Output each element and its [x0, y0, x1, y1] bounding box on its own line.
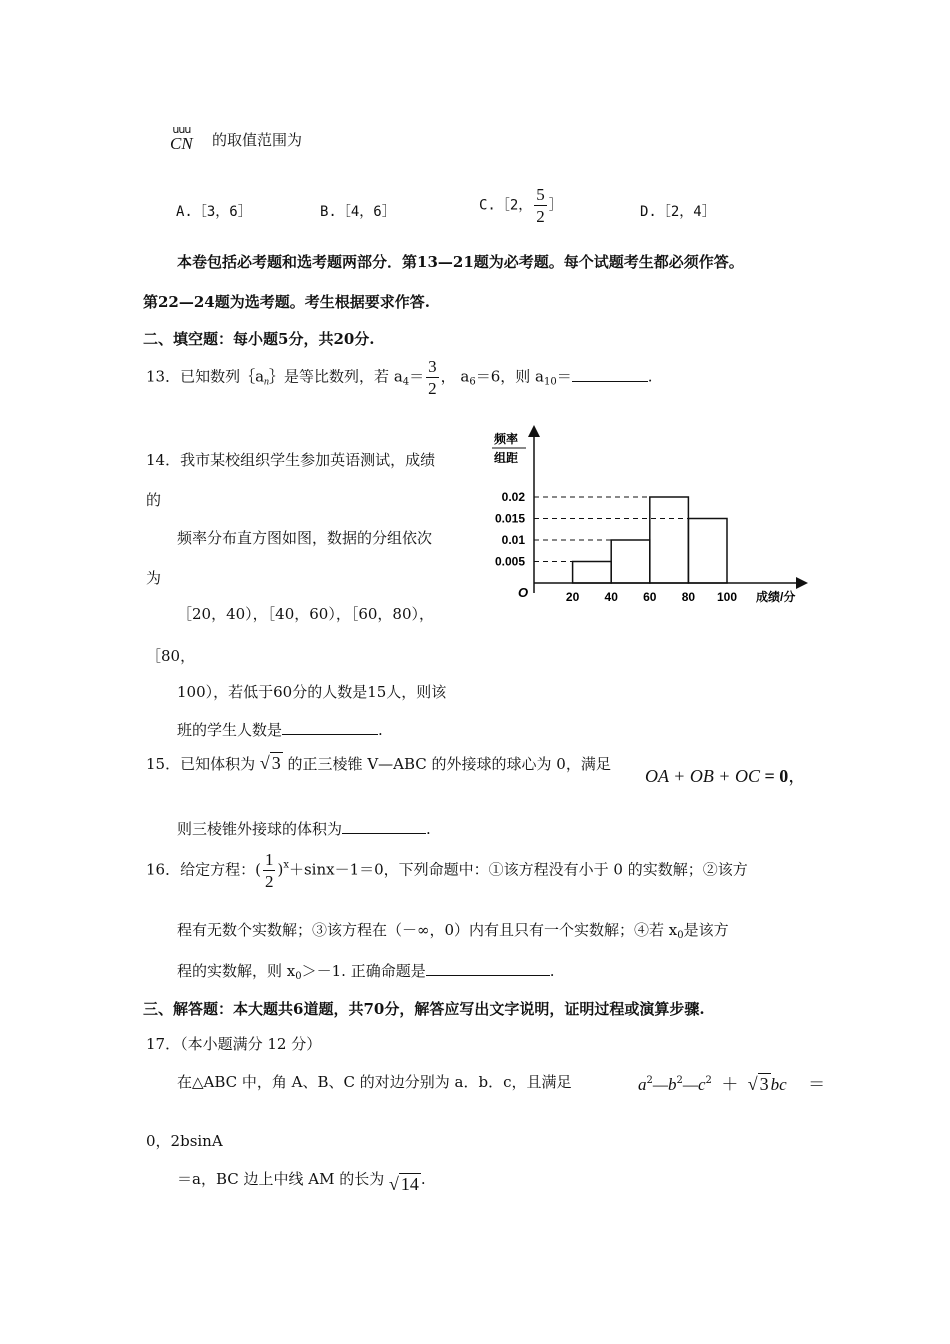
q13-prefix: 13．已知数列 [146, 367, 241, 386]
vector-arrow: uuu [172, 123, 191, 136]
q17-heading: 17．（本小题满分 12 分） [146, 1035, 322, 1053]
x-tick-label: 80 [681, 590, 696, 604]
sqrt-3: √ 3 [747, 1074, 769, 1094]
q17-expression [638, 1070, 825, 1095]
fraction [534, 186, 547, 225]
expr-eq: ＝ [808, 1075, 826, 1095]
q14-line-8-text: 班的学生人数是 [177, 721, 283, 739]
x-tick-label: 40 [604, 590, 618, 604]
q13-seq-sub: n [264, 376, 270, 388]
question-15 [146, 753, 611, 774]
q16-line-3-mid: ＞－1. 正确命题是 [301, 962, 426, 980]
frequency-histogram [482, 425, 812, 620]
q14-line-2: 的 [146, 491, 162, 509]
y-tick-label: 0.02 [501, 490, 525, 504]
radicand: 14 [400, 1174, 419, 1194]
y-tick-label: 0.015 [494, 511, 525, 526]
q14-line-7: 100），若低于60分的人数是15人，则该 [177, 683, 447, 701]
histogram-bar [611, 540, 650, 583]
q16-x0-sub: 0 [677, 930, 684, 941]
q13-a4-sub: 4 [402, 376, 410, 388]
expr-sq-b: 2 [676, 1075, 683, 1086]
q13-mid: ， a [440, 367, 470, 386]
sqrt-14: √ 14 [389, 1174, 419, 1194]
q15-mid: 的正三棱锥 V—ABC 的外接球的球心为 0，满足 [287, 755, 611, 773]
q16-line-1-rest: ＋sinx－1＝0，下列命题中：①该方程没有小于 0 的实数解；②该方 [288, 860, 748, 879]
q16-close: ) [277, 860, 284, 879]
origin-label: O [518, 585, 529, 600]
q13-mid2: ＝6，则 a [475, 367, 545, 386]
q13-a6-sub: 6 [469, 376, 476, 388]
expr-a: a [638, 1075, 647, 1094]
answer-blank [282, 720, 378, 735]
y-tick-label: 0.01 [501, 533, 525, 547]
vector-label: CN [170, 134, 193, 153]
q14-line-1: 14．我市某校组织学生参加英语测试，成绩 [146, 451, 436, 469]
q13-fraction-den: 2 [428, 379, 437, 398]
section-2-heading: 二、填空题：每小题5分，共20分. [143, 330, 375, 348]
q16-line-2 [177, 919, 729, 941]
y-label-top: 频率 [494, 432, 519, 446]
answer-blank [572, 367, 648, 382]
q17-line-3-text: ＝a，BC 边上中线 AM 的长为 [177, 1170, 385, 1188]
expr-sq-c: 2 [705, 1075, 712, 1086]
q17-line-1: 在△ABC 中，角 A、B、C 的对边分别为 a．b．c，且满足 [177, 1073, 572, 1091]
option-c-prefix: C.［2， [479, 197, 533, 214]
section-3-heading: 三、解答题：本大题共6道题，共70分，解答应写出文字说明，证明过程或演算步骤. [143, 1000, 705, 1018]
q16-exponent: x [283, 859, 289, 871]
option-a: A.［3，6］ [176, 204, 252, 220]
expr-b: —b [652, 1075, 677, 1094]
q16-fraction-num: 1 [264, 850, 274, 869]
q13-seq: ｛a [240, 367, 265, 386]
q15-line-2-text: 则三棱锥外接球的体积为 [177, 820, 343, 838]
radicand: 3 [271, 753, 281, 773]
q13-eq: ＝ [409, 367, 425, 386]
expr-c: —c [682, 1075, 706, 1094]
q15-prefix: 15．已知体积为 [146, 755, 256, 773]
q13-seq-close: ｝是等比数列，若 a [269, 367, 403, 386]
q15-vectors: OA + OB + OC [645, 766, 760, 786]
q17-line-2: 0，2bsinA [146, 1132, 223, 1150]
option-d: D.［2，4］ [640, 204, 716, 220]
q16-x0-sub-2: 0 [295, 971, 302, 982]
x-tick-label: 100 [716, 590, 738, 604]
q16-line-3 [177, 960, 554, 982]
expr-bc: bc [770, 1075, 787, 1094]
q13-fraction [426, 358, 439, 397]
q14-line-8-end: . [378, 721, 383, 739]
q15-line-2-end: . [426, 820, 431, 838]
q15-vector-equation [645, 762, 806, 788]
question-16 [146, 851, 748, 890]
x-axis-label: 成绩/分 [756, 590, 796, 604]
x-tick-label: 60 [643, 590, 657, 604]
option-b: B.［4，6］ [320, 204, 396, 220]
fraction-num: 5 [536, 185, 545, 204]
q17-line-3 [177, 1168, 426, 1195]
q16-prefix: 16．给定方程：( [146, 860, 261, 879]
q16-line-2-end: 是该方 [683, 921, 729, 939]
q16-fraction-den: 2 [264, 872, 274, 891]
q15-line-2 [177, 818, 431, 839]
q14-line-6: ［80， [146, 647, 196, 665]
notice-line-1: 本卷包括必考题和选考题两部分．第13—21题为必考题。每个试题考生都必须作答。 [177, 253, 744, 271]
q12-range-text: 的取值范围为 [212, 131, 303, 149]
notice-line-2: 第22—24题为选考题。考生根据要求作答. [143, 293, 430, 311]
q13-a10-sub: 10 [544, 376, 557, 388]
option-c-suffix: ］ [548, 197, 563, 214]
histogram-bar [650, 497, 689, 583]
x-tick-label: 20 [565, 590, 580, 604]
q14-line-5: ［20，40），［40，60），［60，80）， [177, 605, 435, 623]
q16-fraction [263, 851, 276, 890]
q16-line-3-text: 程的实数解，则 x [177, 962, 296, 980]
q16-line-3-end: . [549, 962, 555, 980]
q13-post: ＝ [556, 367, 572, 386]
vector-cn [170, 124, 193, 152]
histogram-bar [688, 519, 727, 584]
q17-line-3-end: . [420, 1170, 426, 1188]
answer-blank [426, 961, 550, 976]
q15-comma: ， [788, 766, 807, 786]
q16-line-2-text: 程有无数个实数解；③该方程在（－∞，0）内有且只有一个实数解；④若 x [177, 921, 678, 939]
q14-line-3: 频率分布直方图如图，数据的分组依次 [177, 529, 433, 547]
q13-end: . [647, 367, 653, 386]
question-13 [146, 358, 653, 397]
q13-fraction-num: 3 [428, 357, 437, 376]
y-tick-label: 0.005 [494, 554, 525, 569]
q14-line-4: 为 [146, 569, 162, 587]
radicand: 3 [759, 1074, 769, 1094]
fraction-den: 2 [536, 207, 545, 226]
q15-zero: = 0 [764, 766, 789, 786]
q14-line-8 [177, 719, 383, 740]
expr-sq-a: 2 [646, 1075, 653, 1086]
option-c [479, 186, 563, 225]
answer-blank [342, 819, 426, 834]
sqrt-3: √ 3 [259, 753, 281, 773]
expr-plus: ＋ [721, 1075, 739, 1095]
y-label-bottom: 组距 [494, 451, 519, 465]
histogram-bar [573, 562, 612, 584]
